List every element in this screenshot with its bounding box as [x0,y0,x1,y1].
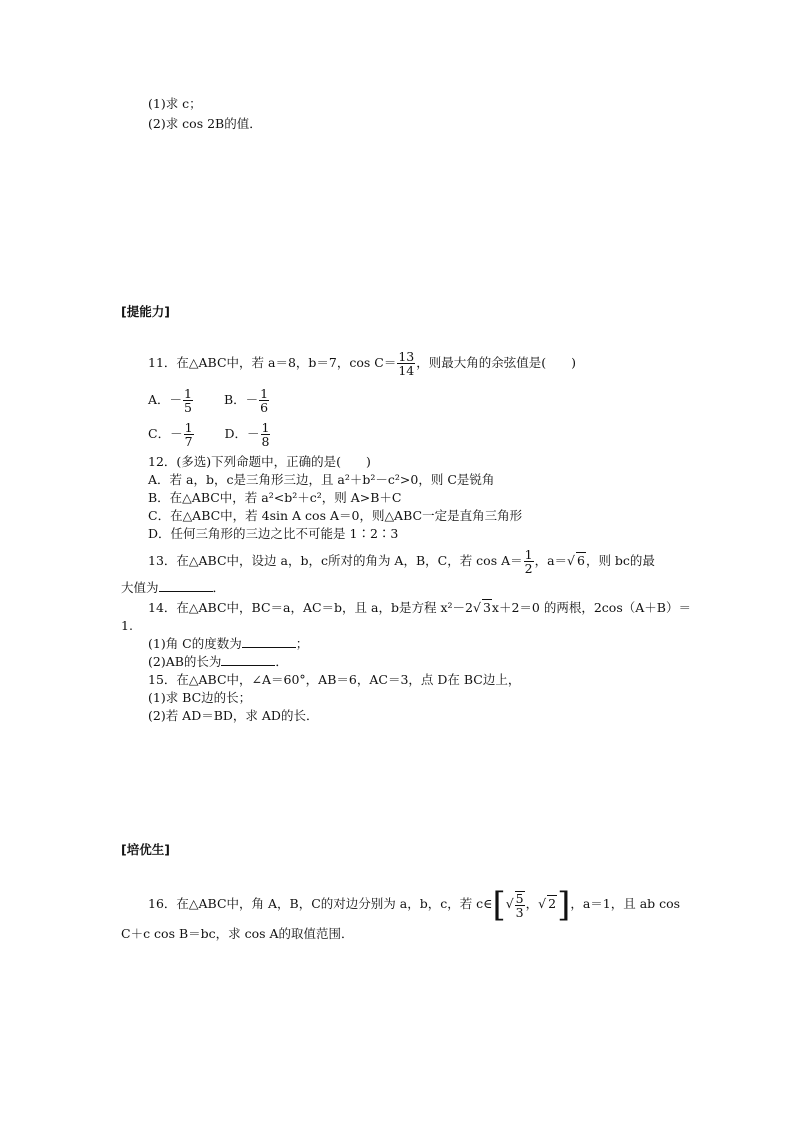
q14-part-1-blank [242,636,296,648]
q13-line-2-text: 大值为 [121,580,159,595]
question-14-line-1 [148,600,691,616]
right-bracket: ] [557,884,571,925]
q11-fraction [397,350,415,377]
q15-part-1: (1)求 BC边的长； [148,690,252,705]
question-11-stem [148,347,576,379]
q11-option-d-den: 8 [261,434,270,449]
question-12-stem: 12．(多选)下列命题中，正确的是( ) [148,454,371,469]
q11-option-a-fraction [183,387,193,414]
q11-frac-den: 14 [398,363,415,378]
question-16-line-2: C＋c cos B＝bc，求 cos A的取值范围． [121,926,354,941]
q11-option-a-den: 5 [184,400,192,415]
q11-option-c-num: 1 [184,420,193,435]
q16-fraction [515,891,525,919]
q13-sqrt-value: 6 [577,553,585,568]
part1-item-1: (1)求 c； [148,96,202,111]
q14-part-1-end: ； [295,636,309,651]
q14-sqrt-sign: √ [472,600,481,615]
q14-part-2-text: (2)AB的长为 [148,654,222,669]
q14-part-2 [148,654,288,670]
q13-part-c: ，则 bc的最 [585,553,655,568]
q16-frac-den: 3 [515,904,524,920]
q12-option-c: C．在△ABC中，若 4sin A cos A＝0，则△ABC一定是直角三角形 [148,508,523,523]
section-heading-tineng: [提能力] [121,304,170,319]
q12-option-d: D．任何三角形的三边之比不可能是 1∶2∶3 [148,526,399,541]
q13-sqrt-sign: √ [567,553,575,568]
q11-option-b-fraction [259,387,269,414]
q14-part-1-text: (1)角 C的度数为 [148,636,242,651]
q14-sqrt-value: 3 [482,600,491,615]
q13-fraction [524,548,534,575]
q12-option-a: A．若 a，b，c是三角形三边，且 a²＋b²－c²>0，则 C是锐角 [148,472,495,487]
q16-sqrt-sign-1: √ [505,896,514,911]
q16-sqrt-sign-2: √ [538,896,547,911]
q13-part-b: ，a＝ [534,553,568,568]
q13-answer-blank [159,580,213,592]
q11-option-d: D．－ [224,426,260,441]
question-15-stem: 15．在△ABC中，∠A＝60°，AB＝6，AC＝3，点 D在 BC边上， [148,672,521,687]
q11-option-c-fraction [184,421,194,448]
q14-part-2-blank [221,654,275,666]
q16-part-b: ，a＝1，且 ab cos [570,896,681,911]
q11-options-row-1 [148,384,270,416]
q15-part-2: (2)若 AD＝BD，求 AD的长． [148,708,319,723]
q13-frac-num: 1 [524,547,533,562]
question-14-line-2: 1. [121,618,133,633]
q12-option-b: B．在△ABC中，若 a²<b²＋c²，则 A>B＋C [148,490,402,505]
q16-interval-comma: ， [525,896,539,911]
section-heading-peiyou: [培优生] [121,842,170,857]
q11-option-b: B．－ [223,392,259,407]
question-13-line-1 [148,545,655,577]
q11-stem-part-a: 11．在△ABC中，若 a＝8，b＝7，cos C＝ [148,355,397,370]
q13-frac-den: 2 [524,561,533,576]
q11-option-d-fraction [261,421,271,448]
q14-part-1 [148,636,308,652]
q13-part-a: 13．在△ABC中，设边 a，b，c所对的角为 A，B，C，若 cos A＝ [148,553,523,568]
q11-option-c: C．－ [148,426,183,441]
part1-item-2: (2)求 cos 2B的值． [148,116,262,131]
q11-option-b-den: 6 [260,400,269,415]
q16-part-a: 16．在△ABC中，角 A，B，C的对边分别为 a，b，c，若 c∈ [148,896,493,911]
q11-stem-part-b: ，则最大角的余弦值是( ) [416,355,577,370]
left-bracket: [ [492,884,506,925]
q16-sqrt-value: 2 [548,896,557,911]
q11-option-a-num: 1 [184,386,192,401]
q11-option-d-num: 1 [261,420,270,435]
q11-option-b-num: 1 [260,386,269,401]
q16-frac-num: 5 [515,890,524,906]
q14-part-2-end: ． [275,654,288,669]
question-13-line-2: 大值为 ． [121,580,226,595]
q14-part-b: x＋2＝0 的两根，2cos（A＋B）＝ [491,600,691,615]
question-16-line-1 [148,884,681,925]
q11-frac-num: 13 [398,349,415,364]
q11-option-c-den: 7 [184,434,193,449]
q11-option-a: A．－ [148,392,183,407]
q14-part-a: 14．在△ABC中，BC＝a，AC＝b，且 a，b是方程 x²－2 [148,600,473,615]
q11-options-row-2 [148,418,271,450]
